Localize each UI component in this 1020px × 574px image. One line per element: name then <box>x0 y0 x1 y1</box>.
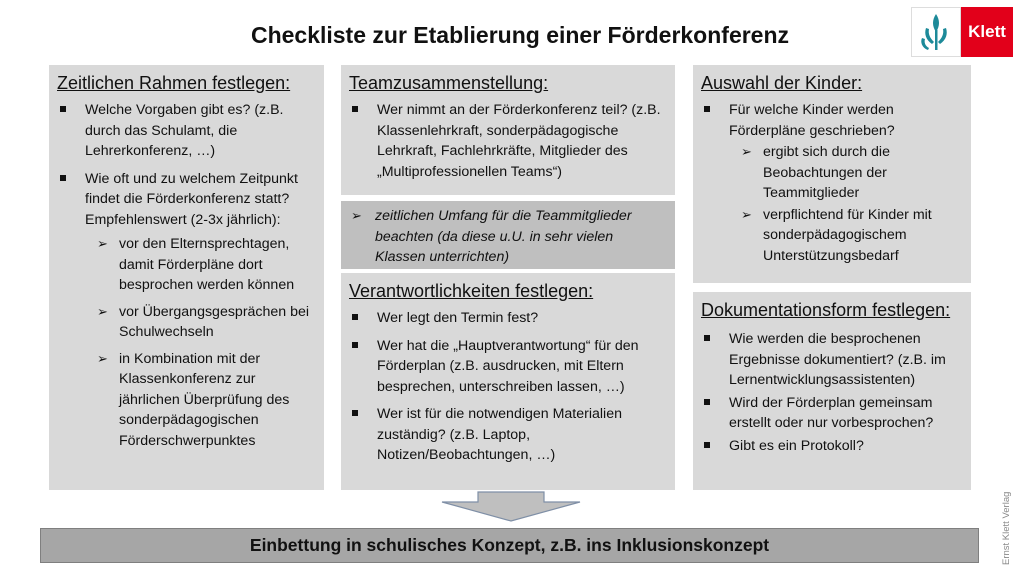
bullet-list <box>701 100 963 266</box>
bottom-banner: Einbettung in schulisches Konzept, z.B. ins Inklusionskonzept <box>40 528 979 563</box>
sub-list-item: ➢ ergibt sich durch die Beobachtungen der Teammitglieder <box>701 142 963 204</box>
box-heading: Zeitlichen Rahmen festlegen: <box>57 73 291 93</box>
bullet-list <box>701 329 963 456</box>
box-zeitlicher-rahmen <box>49 65 324 490</box>
klett-wordmark: Klett <box>961 7 1013 57</box>
box-team-note <box>341 201 675 269</box>
box-heading: Auswahl der Kinder: <box>701 73 863 93</box>
list-item: Wird der Förderplan gemeinsam erstellt oder nur vorbesprochen? <box>701 393 963 434</box>
list-item: Welche Vorgaben gibt es? (z.B. durch das Schulamt, die Lehrerkonferenz, …) <box>57 100 316 162</box>
box-teamzusammenstellung <box>341 65 675 195</box>
list-item: Gibt es ein Protokoll? <box>701 436 963 457</box>
list-item: Wer hat die „Hauptverantwortung“ für den Förderplan (z.B. ausdrucken, mit Eltern besprechen, unterschreiben lassen, …) <box>349 336 667 398</box>
list-item: Wie oft und zu welchem Zeitpunkt findet die Förderkonferenz statt? Empfehlenswert (2-3x jährlich): <box>57 169 316 231</box>
publisher-sidetext <box>1001 470 1015 565</box>
down-arrow-icon <box>440 491 582 522</box>
list-item: Wer legt den Termin fest? <box>349 308 667 329</box>
sub-list-item: ➢ verpflichtend für Kinder mit sonderpädagogischem Unterstützungsbedarf <box>701 205 963 267</box>
box-dokumentationsform <box>693 292 971 490</box>
box-verantwortlichkeiten <box>341 273 675 490</box>
box-heading: Verantwortlichkeiten festlegen: <box>349 281 594 301</box>
sub-list-item: ➢ vor den Elternsprechtagen, damit Förderpläne dort besprochen werden können <box>57 234 316 296</box>
publisher-label: Ernst Klett Verlag <box>1001 491 1012 565</box>
note-text: ➢ zeitlichen Umfang für die Teammitglieder beachten (da diese u.U. in sehr vielen Klassen unterrichten) <box>349 206 667 268</box>
list-item: Für welche Kinder werden Förderpläne geschrieben? <box>701 100 963 141</box>
list-item: Wer ist für die notwendigen Materialien zuständig? (z.B. Laptop, Notizen/Beobachtungen, …) <box>349 404 667 466</box>
bullet-list <box>57 100 316 451</box>
box-heading: Dokumentationsform festlegen: <box>701 300 951 320</box>
list-item: Wie werden die besprochenen Ergebnisse dokumentiert? (z.B. im Lernentwicklungsassistenten) <box>701 329 963 391</box>
page-title: Checkliste zur Etablierung einer Förderkonferenz <box>250 22 790 48</box>
box-auswahl-kinder <box>693 65 971 283</box>
list-item: Wer nimmt an der Förderkonferenz teil? (z.B. Klassenlehrkraft, sonderpädagogische Lehrkraft, Fachlehrkräfte, Mitglieder des „Multiprofessionellen Teams“) <box>349 100 667 182</box>
sub-list-item: ➢ in Kombination mit der Klassenkonferenz zur jährlichen Überprüfung des sonderpädagogischen Förderschwerpunktes <box>57 349 316 452</box>
bullet-list <box>349 100 667 182</box>
sub-list-item: ➢ vor Übergangsgesprächen bei Schulwechseln <box>57 302 316 343</box>
bullet-list <box>349 308 667 466</box>
klett-emblem-icon <box>911 7 961 57</box>
klett-logo <box>911 7 1013 57</box>
box-heading: Teamzusammenstellung: <box>349 73 549 93</box>
